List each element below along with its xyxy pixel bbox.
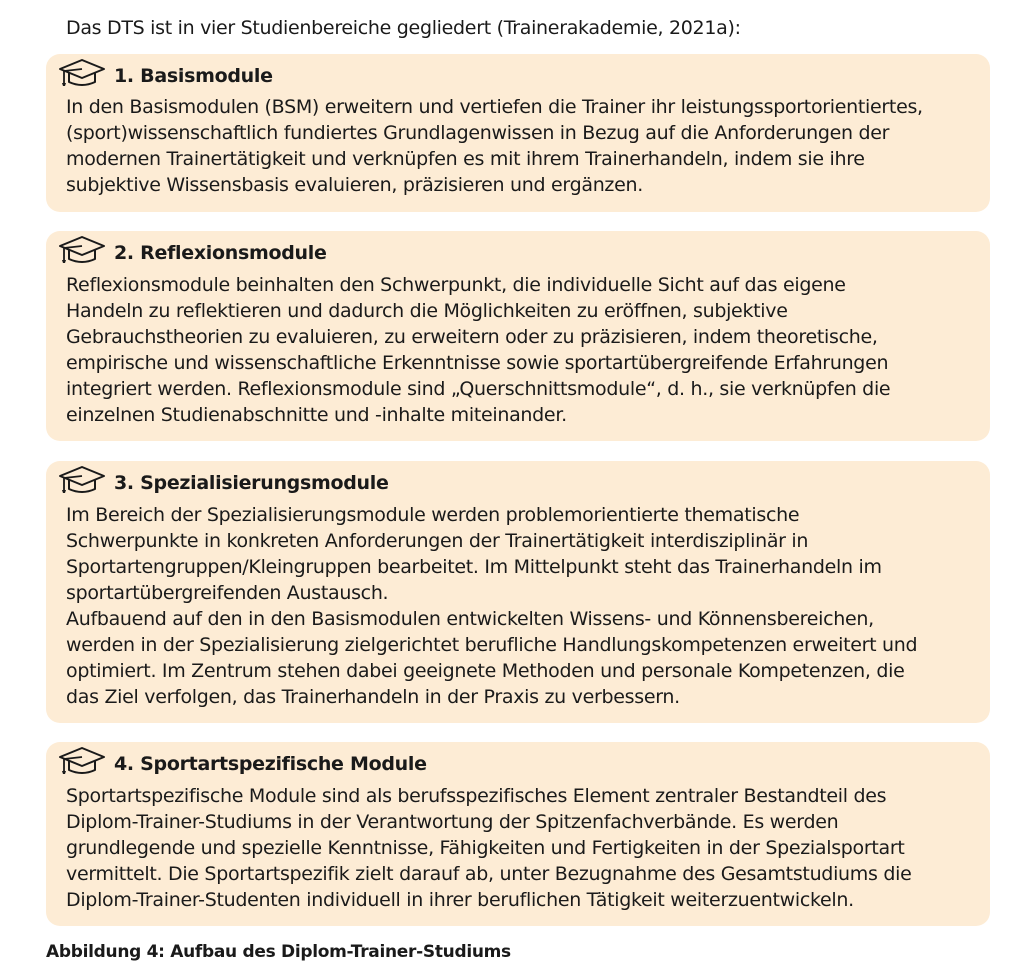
section-box-spezialisierungsmodule	[46, 461, 990, 723]
section-title: 1. Basismodule	[114, 65, 273, 87]
section-header	[56, 58, 273, 88]
section-body: Sportartspezifische Module sind als berufsspezifisches Element zentraler Bestandteil des Diplom-Trainer-Studiums in der Verantwortung der Spitzenfachverbände. Es werden grundlegende und spezielle Kenntnisse, Fähigkeiten und Fertigkeiten in der Spezialsportart vermittelt. Die Sportartspezifik zielt darauf ab, unter Bezugnahme des Gesamtstudiums die Diplom-Trainer-Studenten individuell in ihrer beruflichen Tätigkeit weiterzuentwickeln.	[66, 785, 912, 911]
section-box-sportartspezifische-module	[46, 742, 990, 926]
section-header	[56, 465, 389, 495]
section-header	[56, 746, 427, 776]
graduation-cap-icon	[56, 746, 108, 776]
section-body: Im Bereich der Spezialisierungsmodule werden problemorientierte thematische Schwerpunkte in konkreten Anforderungen der Trainertätigkeit interdisziplinär in Sportartengruppen/Kleingruppen bearbeitet. Im Mittelpunkt steht das Trainerhandeln im sportartübergreifenden Austausch. Aufbauend auf den in den Basismodulen entwickelten Wissens- und Könnensbereichen, werden in der Spezialisierung zielgerichtet berufliche Handlungskompetenzen erweitert und optimiert. Im Zentrum stehen dabei geeignete Methoden und personale Kompetenzen, die das Ziel verfolgen, das Trainerhandeln in der Praxis zu verbessern.	[66, 504, 918, 708]
section-body: Reflexionsmodule beinhalten den Schwerpunkt, die individuelle Sicht auf das eigene Handeln zu reflektieren und dadurch die Möglichkeiten zu eröffnen, subjektive Gebrauchstheorien zu evaluieren, zu erweitern oder zu präzisieren, indem theoretische, empirische und wissenschaftliche Erkenntnisse sowie sportartübergreifende Erfahrungen integriert werden. Reflexionsmodule sind „Querschnittsmodule“, d. h., sie verknüpfen die einzelnen Studienabschnitte und -inhalte miteinander.	[66, 274, 891, 426]
section-title: 3. Spezialisierungsmodule	[114, 472, 389, 494]
intro-text: Das DTS ist in vier Studienbereiche gegliedert (Trainerakademie, 2021a):	[66, 17, 741, 39]
section-body: In den Basismodulen (BSM) erweitern und vertiefen die Trainer ihr leistungssportorientiertes, (sport)wissenschaftlich fundiertes Grundlagenwissen in Bezug auf die Anforderungen der modernen Trainertätigkeit und verknüpfen es mit ihrem Trainerhandeln, indem sie ihre subjektive Wissensbasis evaluieren, präzisieren und ergänzen.	[66, 96, 923, 196]
figure-caption: Abbildung 4: Aufbau des Diplom-Trainer-Studiums	[46, 942, 511, 962]
graduation-cap-icon	[56, 58, 108, 88]
section-box-reflexionsmodule	[46, 231, 990, 441]
graduation-cap-icon	[56, 465, 108, 495]
section-box-basismodule	[46, 54, 990, 212]
section-title: 2. Reflexionsmodule	[114, 242, 327, 264]
section-header	[56, 235, 327, 265]
section-title: 4. Sportartspezifische Module	[114, 753, 427, 775]
graduation-cap-icon	[56, 235, 108, 265]
